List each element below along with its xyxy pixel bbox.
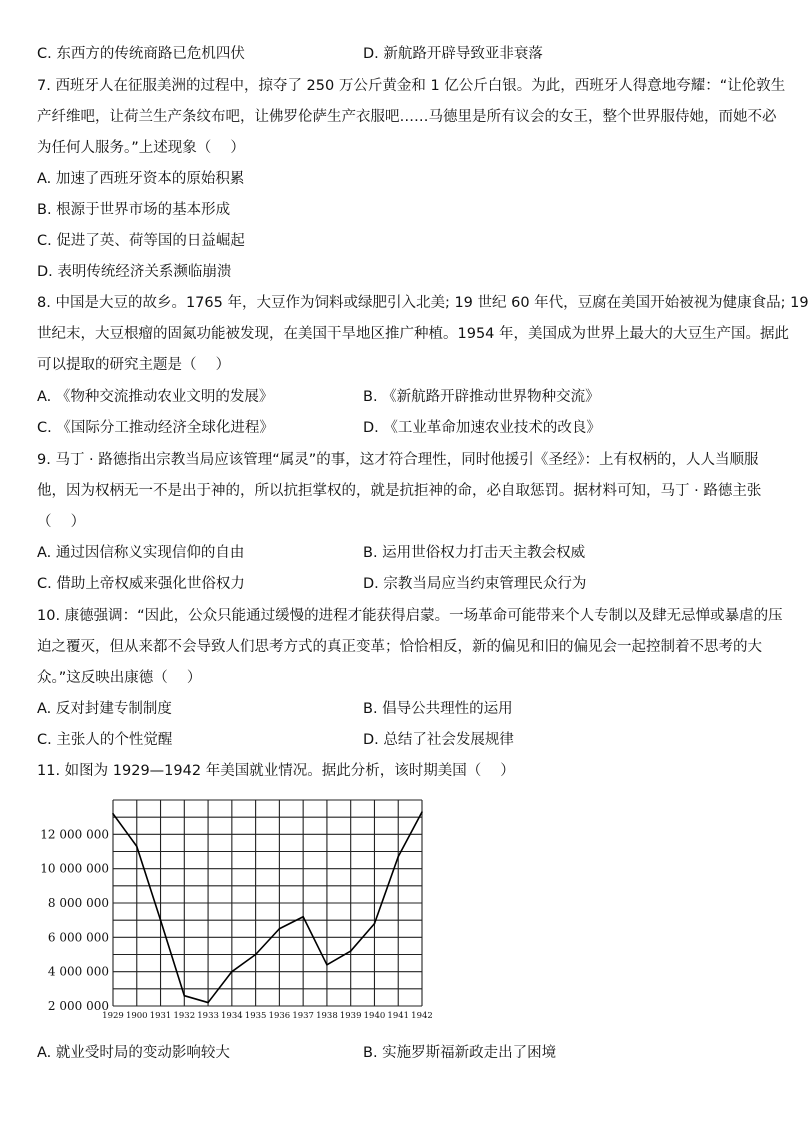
x-tick-label: 1938 [316, 1011, 338, 1021]
q9-stem-line-1: 9. 马丁 · 路德指出宗教当局应该管理“属灵”的事，这才符合理性，同时他援引《圣经》：上有权柄的，人人当顺服 [37, 452, 759, 468]
data-point [136, 846, 138, 848]
x-tick-label: 1937 [292, 1011, 314, 1021]
q11-option-a: A. 就业受时局的变动影响较大 [37, 1045, 230, 1061]
q7-stem-line-3: 为任何人服务。”上述现象（ ） [37, 140, 245, 156]
x-tick-label: 1942 [411, 1011, 433, 1021]
data-point [302, 916, 304, 918]
x-tick-label: 1934 [221, 1011, 243, 1021]
data-point [112, 813, 114, 815]
x-tick-label: 1935 [244, 1011, 267, 1021]
chart-svg [40, 794, 440, 1034]
x-tick-label: 1941 [387, 1011, 410, 1021]
q7-option-a: A. 加速了西班牙资本的原始积累 [37, 171, 245, 187]
q8-option-c: C. 《国际分工推动经济全球化进程》 [37, 420, 274, 436]
y-tick-label: 4 000 000 [47, 964, 109, 979]
q8-option-b: B. 《新航路开辟推动世界物种交流》 [363, 389, 600, 405]
q9-option-d: D. 宗教当局应当约束管理民众行为 [363, 576, 587, 592]
q10-stem-line-3: 众。”这反映出康德（ ） [37, 670, 202, 686]
q8-option-d: D. 《工业革命加速农业技术的改良》 [363, 420, 601, 436]
x-tick-label: 1929 [102, 1011, 124, 1021]
data-point [184, 995, 186, 997]
q7-stem-line-2: 产纤维吧，让荷兰生产条纹布吧，让佛罗伦萨生产衣服吧……马德里是所有议会的女王，整个世界服侍她，而她不必 [37, 109, 777, 125]
q8-option-a: A. 《物种交流推动农业文明的发展》 [37, 389, 274, 405]
data-point [207, 1002, 209, 1004]
q9-stem-line-2: 他，因为权柄无一不是出于神的，所以抗拒掌权的，就是抗拒神的命，必自取惩罚。据材料可知，马丁 · 路德主张 [37, 483, 762, 499]
q7-option-b: B. 根源于世界市场的基本形成 [37, 202, 231, 218]
q8-stem-line-2: 世纪末，大豆根瘤的固氮功能被发现，在美国干旱地区推广种植。1954 年，美国成为世界上最大的大豆生产国。据此 [37, 326, 790, 342]
y-tick-label: 10 000 000 [40, 861, 109, 876]
q6-option-c: C. 东西方的传统商路已危机四伏 [37, 46, 245, 62]
q10-stem-line-2: 迫之覆灭，但从来都不会导致人们思考方式的真正变革；恰恰相反，新的偏见和旧的偏见会一起控制着不思考的大 [37, 639, 762, 655]
x-tick-label: 1932 [173, 1011, 196, 1021]
q11-option-b: B. 实施罗斯福新政走出了困境 [363, 1045, 557, 1061]
q6-option-d: D. 新航路开辟导致亚非衰落 [363, 46, 543, 62]
data-point [326, 964, 328, 966]
q7-option-c: C. 促进了英、荷等国的日益崛起 [37, 233, 245, 249]
q11-stem: 11. 如图为 1929—1942 年美国就业情况。据此分析，该时期美国（ ） [37, 763, 515, 779]
q10-option-b: B. 倡导公共理性的运用 [363, 701, 513, 717]
x-tick-label: 1939 [339, 1011, 362, 1021]
data-point [421, 811, 423, 813]
x-tick-label: 1931 [149, 1011, 172, 1021]
data-point [160, 919, 162, 921]
y-tick-label: 6 000 000 [47, 930, 109, 945]
data-point [231, 971, 233, 973]
q7-stem-line-1: 7. 西班牙人在征服美洲的过程中，掠夺了 250 万公斤黄金和 1 亿公斤白银。为此，西班牙人得意地夸耀：“让伦敦生 [37, 78, 786, 94]
q9-option-c: C. 借助上帝权威来强化世俗权力 [37, 576, 245, 592]
x-tick-label: 1933 [197, 1011, 219, 1021]
x-tick-label: 1940 [363, 1011, 386, 1021]
q8-stem-line-1: 8. 中国是大豆的故乡。1765 年，大豆作为饲料或绿肥引入北美; 19 世纪 60 年代，豆腐在美国开始被视为健康食品; 19 [37, 295, 809, 311]
data-point [350, 950, 352, 952]
data-point [374, 923, 376, 925]
q10-option-d: D. 总结了社会发展规律 [363, 732, 514, 748]
q9-stem-line-3: （ ） [37, 514, 86, 530]
x-tick-label: 1900 [125, 1011, 148, 1021]
q10-option-c: C. 主张人的个性觉醒 [37, 732, 173, 748]
q10-option-a: A. 反对封建专制制度 [37, 701, 172, 717]
q9-option-a: A. 通过因信称义实现信仰的自由 [37, 545, 245, 561]
employment-line-chart [40, 794, 440, 1034]
q7-option-d: D. 表明传统经济关系濒临崩溃 [37, 264, 232, 280]
y-tick-label: 8 000 000 [47, 896, 109, 910]
data-point [255, 954, 257, 956]
q8-stem-line-3: 可以提取的研究主题是（ ） [37, 357, 231, 373]
employment-series-line [113, 812, 422, 1003]
y-tick-label: 2 000 000 [47, 999, 109, 1013]
x-tick-label: 1936 [268, 1011, 291, 1021]
data-point [279, 928, 281, 930]
q9-option-b: B. 运用世俗权力打击天主教会权威 [363, 545, 586, 561]
y-tick-label: 12 000 000 [40, 827, 109, 842]
q10-stem-line-1: 10. 康德强调：“因此，公众只能通过缓慢的进程才能获得启蒙。一场革命可能带来个人专制以及肆无忌惮或暴虐的压 [37, 608, 783, 624]
data-point [397, 856, 399, 858]
